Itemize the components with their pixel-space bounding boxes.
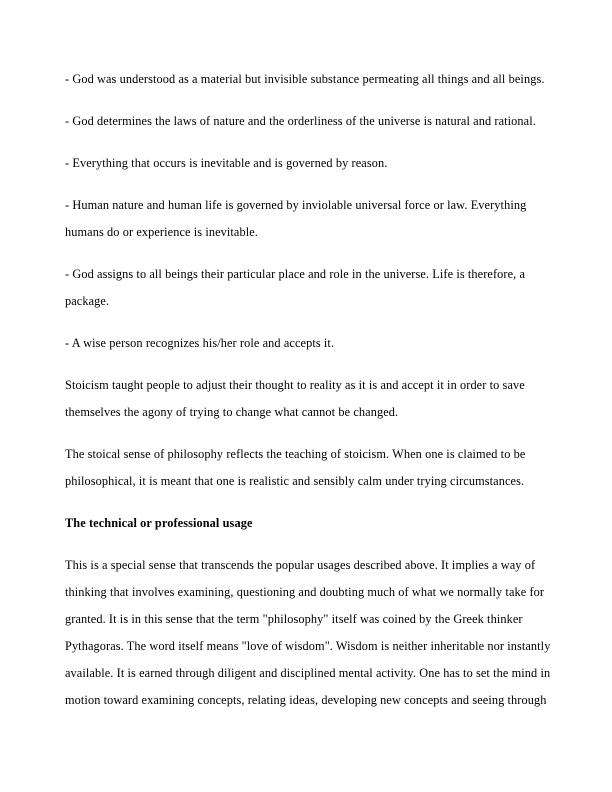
text-line: - A wise person recognizes his/her role and accepts it. [65,336,335,350]
heading-text-line: The technical or professional usage [65,516,253,530]
text-line: Pythagoras. The word itself means "love of wisdom". Wisdom is neither inheritable nor instantly [65,639,551,653]
text-line: - God determines the laws of nature and the orderliness of the universe is natural and rational. [65,114,536,128]
text-line: package. [65,294,110,308]
text-line: This is a special sense that transcends the popular usages described above. It implies a way of [65,558,536,572]
body-paragraph-special-sense [65,552,554,714]
text-line: granted. It is in this sense that the term "philosophy" itself was coined by the Greek thinker [65,612,523,626]
text-line: thinking that involves examining, questioning and doubting much of what we normally take for [65,585,545,599]
text-line: - Everything that occurs is inevitable and is governed by reason. [65,156,388,170]
text-line: Stoicism taught people to adjust their thought to reality as it is and accept it in order to save [65,378,525,392]
bullet-paragraph-god-substance [65,66,554,93]
text-line: - God was understood as a material but invisible substance permeating all things and all beings. [65,72,545,86]
text-line: The stoical sense of philosophy reflects the teaching of stoicism. When one is claimed to be [65,447,526,461]
text-line: themselves the agony of trying to change what cannot be changed. [65,405,399,419]
bullet-paragraph-god-assigns [65,261,554,315]
text-line: - God assigns to all beings their particular place and role in the universe. Life is therefore, a [65,267,526,281]
text-line: philosophical, it is meant that one is realistic and sensibly calm under trying circumstances. [65,474,525,488]
text-line: - Human nature and human life is governed by inviolable universal force or law. Everything [65,198,527,212]
text-line: humans do or experience is inevitable. [65,225,258,239]
body-paragraph-stoical-sense [65,441,554,495]
bullet-paragraph-wise-person [65,330,554,357]
body-paragraph-stoicism-taught [65,372,554,426]
bullet-paragraph-human-nature [65,192,554,246]
bullet-paragraph-inevitable-reason [65,150,554,177]
text-line: motion toward examining concepts, relating ideas, developing new concepts and seeing through [65,693,547,707]
text-line: available. It is earned through diligent and disciplined mental activity. One has to set the mind in [65,666,551,680]
bullet-paragraph-laws-of-nature [65,108,554,135]
section-heading-technical-usage [65,510,554,537]
